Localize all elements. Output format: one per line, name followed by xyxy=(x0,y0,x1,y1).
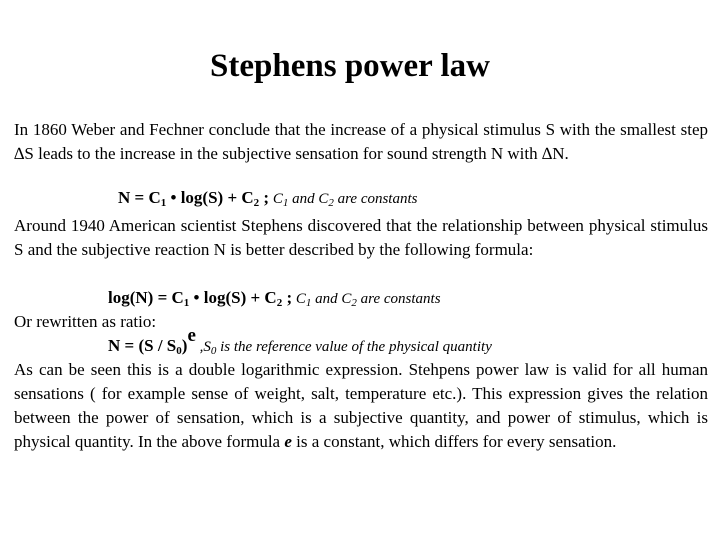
formula1-sep: ; xyxy=(259,188,270,207)
formula-power-ratio xyxy=(108,325,492,359)
formula2-mid: • log(S) + C xyxy=(189,288,277,307)
constant-e: e xyxy=(284,432,292,451)
formula1-lhs: N = C xyxy=(118,188,161,207)
ratio-intro: Or rewritten as ratio: xyxy=(14,312,157,331)
formula2-sep: ; xyxy=(282,288,293,307)
formula-stephens-log xyxy=(108,286,441,311)
formula3-close: ) xyxy=(181,336,188,355)
formula1-sub2: 2 xyxy=(253,197,260,209)
page-title: Stephens power law xyxy=(210,48,490,84)
formula1-sub1: 1 xyxy=(160,197,167,209)
formula2-lhs: log(N) = C xyxy=(108,288,184,307)
formula3-exponent: e xyxy=(187,325,196,346)
formula2-note: $C_1$ and $C_2$ are constants xyxy=(292,291,441,309)
formula1-note: $C_1$ and $C_2$ are constants xyxy=(269,191,418,209)
formula1-mid: • log(S) + C xyxy=(166,188,254,207)
paragraph-conclusion: As can be seen this is a double logarithmic expression. Stehpens power law is valid for all human sensations ( for example sense of weight, salt, temperature etc.). This expression gives the relation between the power of sensation, which is a subjective quantity, and power of stimulus, which is physical quantity. In the above formula e is a constant, which differs for every sensation. xyxy=(14,360,708,451)
paragraph-weber-fechner: In 1860 Weber and Fechner conclude that the increase of a physical stimulus S with the smallest step ∆S leads to the increase in the subjective sensation for sound strength N with ∆N. xyxy=(14,120,708,163)
formula2-sub1: 1 xyxy=(183,297,190,309)
formula2-sub2: 2 xyxy=(276,297,283,309)
paragraph-stephens: Around 1940 American scientist Stephens discovered that the relationship between physical stimulus S and the subjective reaction N is better described by the following formula: xyxy=(14,216,708,259)
formula-weber-fechner xyxy=(118,186,417,211)
formula3-lhs: N = (S / S xyxy=(108,336,177,355)
formula3-sub0: 0 xyxy=(176,345,182,357)
formula3-note: $,S_0$ is the reference value of the physical quantity xyxy=(195,339,492,357)
